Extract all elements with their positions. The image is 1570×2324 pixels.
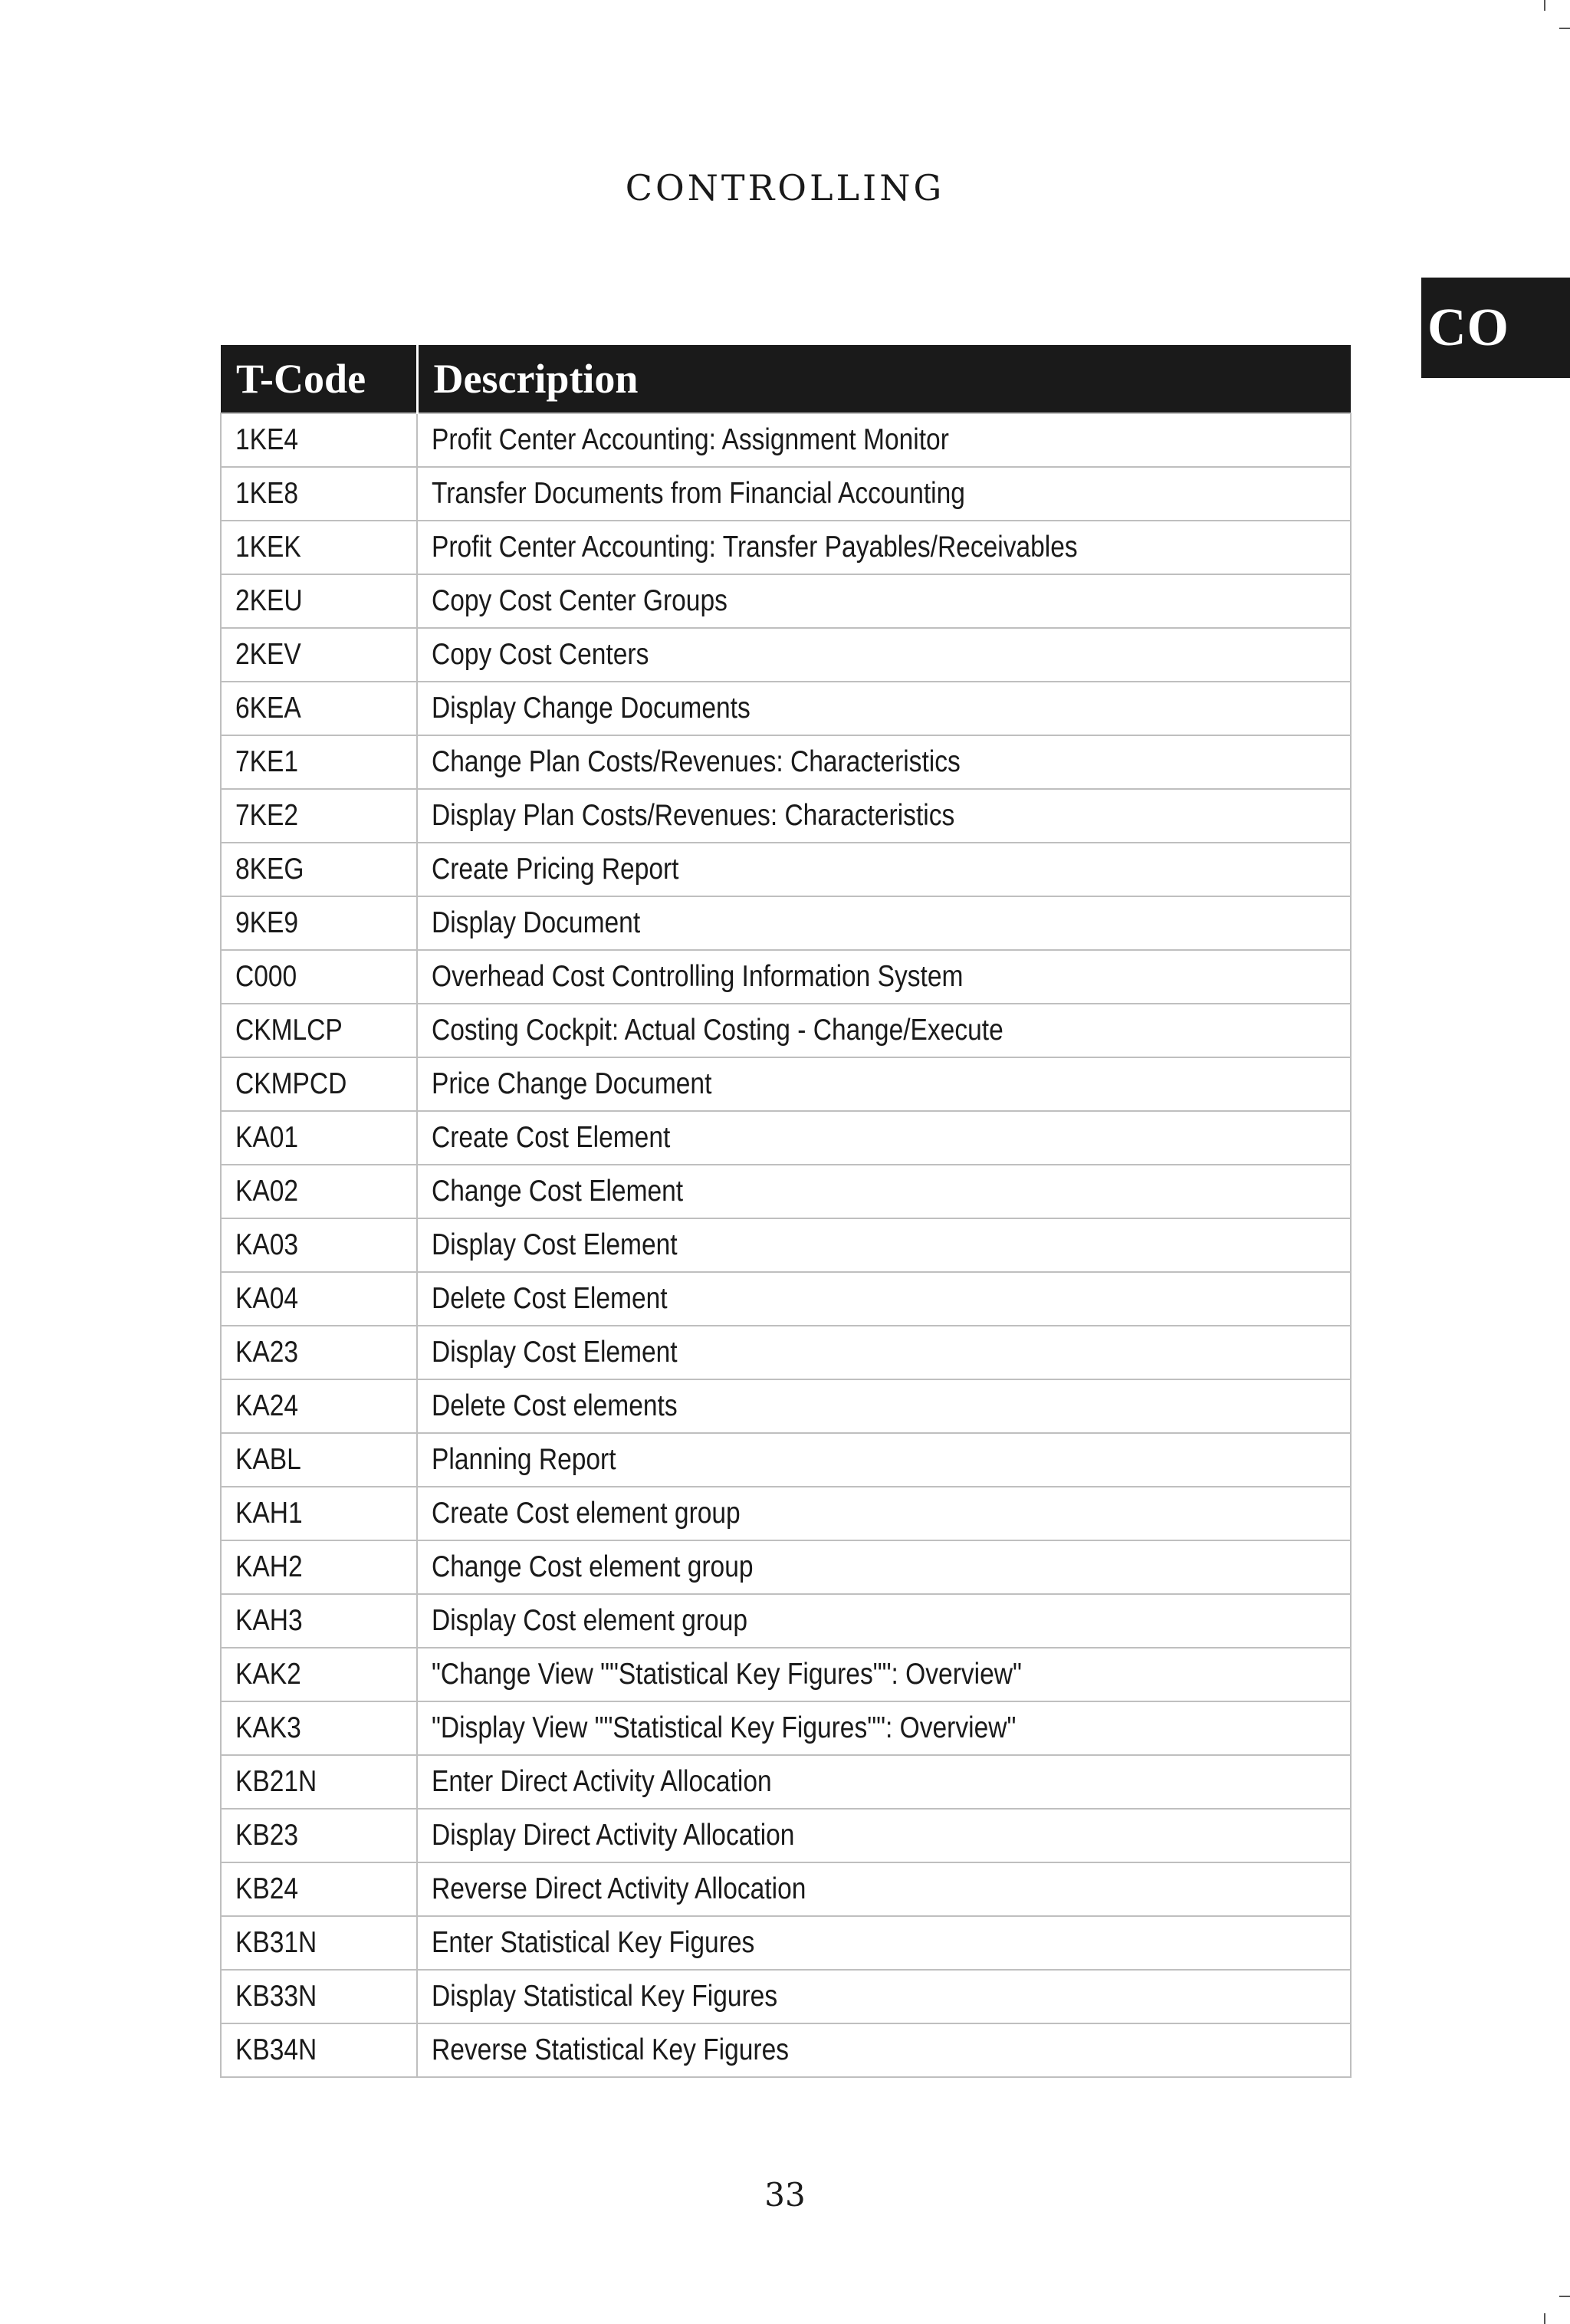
table-row [221, 1379, 1351, 1433]
description-text: Display Cost Element [432, 1228, 678, 1261]
column-header-tcode: T-Code [221, 345, 417, 413]
tcode-text: KB21N [235, 1765, 317, 1798]
description-text: Display Cost Element [432, 1336, 678, 1369]
table-row [221, 1809, 1351, 1862]
tcode-text: KAH1 [235, 1497, 303, 1530]
table-row [221, 521, 1351, 574]
description-text: Transfer Documents from Financial Accounting [432, 477, 965, 510]
table-row [221, 1272, 1351, 1326]
tcode-text: 6KEA [235, 692, 301, 725]
tcode-text: KA24 [235, 1389, 299, 1422]
tcode-cell [221, 1326, 417, 1379]
table-header-row [221, 345, 1351, 413]
description-cell [417, 1594, 1351, 1648]
description-cell [417, 1326, 1351, 1379]
tcode-cell [221, 628, 417, 682]
description-cell [417, 574, 1351, 628]
tcode-cell [221, 1594, 417, 1648]
description-text: Profit Center Accounting: Transfer Payables/Receivables [432, 531, 1078, 564]
description-text: Create Cost Element [432, 1121, 671, 1154]
table-row [221, 896, 1351, 950]
tcode-cell [221, 1433, 417, 1487]
tcode-cell [221, 574, 417, 628]
description-text: Display Cost element group [432, 1604, 748, 1637]
tcode-cell [221, 896, 417, 950]
crop-mark-bottom-right-vertical [1544, 2313, 1545, 2324]
tcode-text: 1KE8 [235, 477, 299, 510]
tcode-text: C000 [235, 960, 297, 993]
table-row [221, 1648, 1351, 1701]
tcode-text: 8KEG [235, 853, 304, 886]
tcode-text: KB31N [235, 1926, 317, 1959]
tcode-cell [221, 1970, 417, 2023]
description-cell [417, 1379, 1351, 1433]
table-row [221, 1862, 1351, 1916]
tcode-cell [221, 950, 417, 1004]
tcode-cell [221, 1272, 417, 1326]
tcode-text: 1KE4 [235, 423, 299, 456]
tcode-cell [221, 1916, 417, 1970]
tcode-cell [221, 1004, 417, 1057]
table-row [221, 1111, 1351, 1165]
table-row [221, 950, 1351, 1004]
tcode-cell [221, 1755, 417, 1809]
page-title: CONTROLLING [625, 167, 945, 209]
tcode-text: KABL [235, 1443, 301, 1476]
description-text: Change Cost Element [432, 1175, 684, 1208]
tcode-cell [221, 1487, 417, 1540]
tcode-text: CKMLCP [235, 1014, 343, 1047]
table-row [221, 682, 1351, 735]
description-text: Delete Cost elements [432, 1389, 678, 1422]
tcode-text: KA23 [235, 1336, 299, 1369]
table-row [221, 574, 1351, 628]
table-row [221, 1594, 1351, 1648]
tcode-cell [221, 1218, 417, 1272]
description-cell [417, 1433, 1351, 1487]
table-row [221, 789, 1351, 843]
tcode-cell [221, 1701, 417, 1755]
description-text: Costing Cockpit: Actual Costing - Change/Execute [432, 1014, 1003, 1047]
description-text: Profit Center Accounting: Assignment Monitor [432, 423, 949, 456]
tcode-text: 7KE2 [235, 799, 299, 832]
tcode-text: 2KEV [235, 638, 301, 671]
tcode-text: KA04 [235, 1282, 299, 1315]
tcode-text: KA01 [235, 1121, 299, 1154]
description-text: Display Statistical Key Figures [432, 1980, 778, 2013]
table-row [221, 1004, 1351, 1057]
tcode-cell [221, 735, 417, 789]
table-row [221, 1487, 1351, 1540]
tcode-text: KB34N [235, 2033, 317, 2066]
section-tab: CO [1421, 278, 1570, 378]
table-row [221, 1433, 1351, 1487]
description-text: Display Document [432, 906, 641, 939]
tcode-table [220, 345, 1352, 2078]
table-row [221, 1218, 1351, 1272]
tcode-cell [221, 1648, 417, 1701]
tcode-text: 7KE1 [235, 745, 299, 778]
tcode-cell [221, 467, 417, 521]
table-row [221, 843, 1351, 896]
description-text: Reverse Statistical Key Figures [432, 2033, 790, 2066]
table-row [221, 467, 1351, 521]
table-row [221, 1701, 1351, 1755]
table-row [221, 1165, 1351, 1218]
description-cell [417, 735, 1351, 789]
description-cell [417, 1862, 1351, 1916]
description-cell [417, 2023, 1351, 2077]
tcode-cell [221, 1111, 417, 1165]
description-text: Copy Cost Centers [432, 638, 649, 671]
tcode-text: KA02 [235, 1175, 299, 1208]
tcode-text: KB24 [235, 1872, 299, 1905]
description-text: Display Direct Activity Allocation [432, 1819, 795, 1852]
table-row [221, 1540, 1351, 1594]
table-row [221, 628, 1351, 682]
description-cell [417, 1540, 1351, 1594]
table-row [221, 1326, 1351, 1379]
description-text: Change Plan Costs/Revenues: Characteristics [432, 745, 961, 778]
description-cell [417, 843, 1351, 896]
description-cell [417, 1648, 1351, 1701]
description-cell [417, 628, 1351, 682]
description-text: Enter Statistical Key Figures [432, 1926, 755, 1959]
tcode-text: 2KEU [235, 584, 303, 617]
tcode-cell [221, 1057, 417, 1111]
description-cell [417, 413, 1351, 467]
table-row [221, 1057, 1351, 1111]
description-cell [417, 682, 1351, 735]
tcode-cell [221, 1862, 417, 1916]
description-cell [417, 1701, 1351, 1755]
description-cell [417, 1970, 1351, 2023]
tcode-text: 1KEK [235, 531, 301, 564]
description-cell [417, 1916, 1351, 1970]
description-cell [417, 1755, 1351, 1809]
description-text: Planning Report [432, 1443, 616, 1476]
description-text: Enter Direct Activity Allocation [432, 1765, 772, 1798]
description-cell [417, 1004, 1351, 1057]
tcode-cell [221, 1809, 417, 1862]
description-cell [417, 1111, 1351, 1165]
description-text: Price Change Document [432, 1067, 712, 1100]
tcode-text: KAH3 [235, 1604, 303, 1637]
description-text: Create Pricing Report [432, 853, 679, 886]
description-cell [417, 896, 1351, 950]
table-row [221, 1755, 1351, 1809]
description-cell [417, 950, 1351, 1004]
tcode-text: KAH2 [235, 1550, 303, 1583]
tcode-cell [221, 789, 417, 843]
crop-mark-top-right-vertical [1544, 0, 1545, 11]
column-header-description: Description [417, 345, 1351, 413]
table-row [221, 735, 1351, 789]
tcode-cell [221, 843, 417, 896]
description-cell [417, 1487, 1351, 1540]
tcode-cell [221, 521, 417, 574]
table-row [221, 1916, 1351, 1970]
description-text: Delete Cost Element [432, 1282, 668, 1315]
table-body [221, 413, 1351, 2077]
description-text: Create Cost element group [432, 1497, 741, 1530]
crop-mark-bottom-right-horizontal [1559, 2296, 1570, 2297]
tcode-cell [221, 1540, 417, 1594]
description-text: Overhead Cost Controlling Information System [432, 960, 964, 993]
description-cell [417, 1218, 1351, 1272]
tcode-text: KA03 [235, 1228, 299, 1261]
description-cell [417, 1057, 1351, 1111]
crop-mark-top-right-horizontal [1559, 28, 1570, 29]
description-cell [417, 1272, 1351, 1326]
page-number: 33 [764, 2176, 806, 2214]
tcode-text: CKMPCD [235, 1067, 347, 1100]
description-text: "Change View ""Statistical Key Figures"": Overview" [432, 1658, 1022, 1691]
table-row [221, 1970, 1351, 2023]
tcode-text: KB33N [235, 1980, 317, 2013]
description-text: Copy Cost Center Groups [432, 584, 728, 617]
tcode-text: KB23 [235, 1819, 299, 1852]
description-cell [417, 467, 1351, 521]
description-text: "Display View ""Statistical Key Figures"": Overview" [432, 1711, 1017, 1744]
description-text: Display Plan Costs/Revenues: Characteristics [432, 799, 955, 832]
tcode-cell [221, 682, 417, 735]
description-cell [417, 521, 1351, 574]
description-text: Reverse Direct Activity Allocation [432, 1872, 806, 1905]
tcode-text: KAK2 [235, 1658, 301, 1691]
tcode-text: KAK3 [235, 1711, 301, 1744]
description-cell [417, 1809, 1351, 1862]
description-cell [417, 1165, 1351, 1218]
table-row [221, 413, 1351, 467]
table-row [221, 2023, 1351, 2077]
tcode-cell [221, 413, 417, 467]
tcode-cell [221, 1165, 417, 1218]
description-text: Display Change Documents [432, 692, 751, 725]
description-text: Change Cost element group [432, 1550, 754, 1583]
tcode-text: 9KE9 [235, 906, 299, 939]
tcode-cell [221, 2023, 417, 2077]
description-cell [417, 789, 1351, 843]
tcode-cell [221, 1379, 417, 1433]
